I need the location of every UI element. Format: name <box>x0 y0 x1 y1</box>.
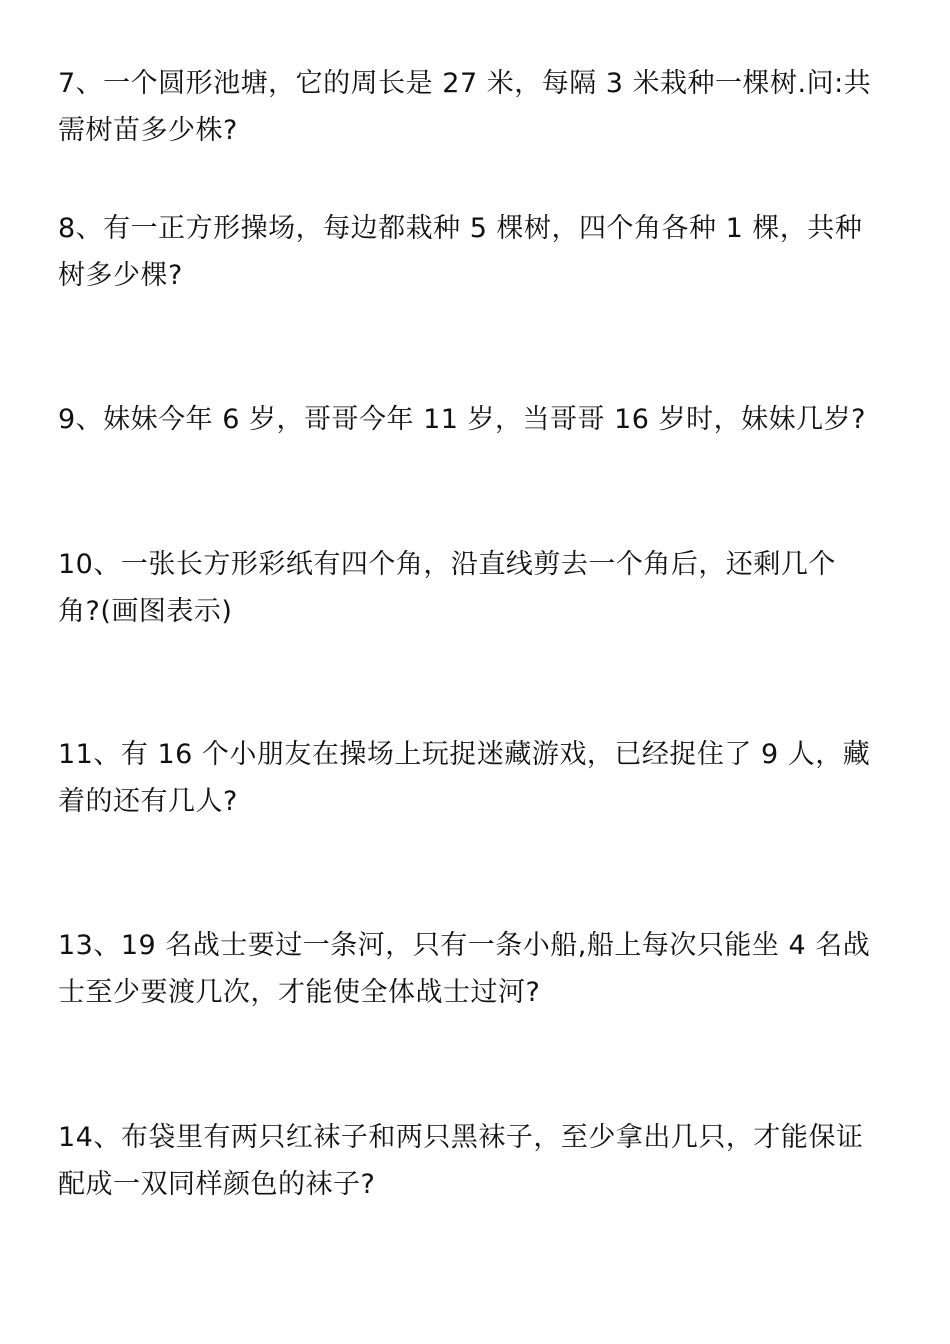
problem-8 <box>58 205 898 299</box>
problem-13-line-2: 士至少要渡几次，才能使全体战士过河? <box>58 977 541 1008</box>
problem-9 <box>58 396 898 443</box>
problem-13 <box>58 922 898 1016</box>
problem-13-line-1: 13、19 名战士要过一条河，只有一条小船,船上每次只能坐 4 名战 <box>58 930 871 961</box>
problem-7 <box>58 60 898 154</box>
problem-11-line-2: 着的还有几人? <box>58 786 238 817</box>
problem-9-line-1: 9、妹妹今年 6 岁，哥哥今年 11 岁，当哥哥 16 岁时，妹妹几岁? <box>58 404 866 435</box>
problem-14 <box>58 1114 898 1208</box>
problem-7-line-2: 需树苗多少株? <box>58 115 238 146</box>
problem-10-line-1: 10、一张长方形彩纸有四个角，沿直线剪去一个角后，还剩几个 <box>58 549 836 580</box>
problem-14-line-1: 14、布袋里有两只红袜子和两只黑袜子，至少拿出几只，才能保证 <box>58 1122 864 1153</box>
problem-11 <box>58 731 898 825</box>
problem-8-line-1: 8、有一正方形操场，每边都栽种 5 棵树，四个角各种 1 棵，共种 <box>58 213 863 244</box>
problem-8-line-2: 树多少棵? <box>58 260 183 291</box>
problem-7-line-1: 7、一个圆形池塘，它的周长是 27 米，每隔 3 米栽种一棵树.问:共 <box>58 68 872 99</box>
problem-14-line-2: 配成一双同样颜色的袜子? <box>58 1169 376 1200</box>
problem-10-line-2: 角?(画图表示) <box>58 596 233 627</box>
problem-11-line-1: 11、有 16 个小朋友在操场上玩捉迷藏游戏，已经捉住了 9 人，藏 <box>58 739 871 770</box>
problem-10 <box>58 541 898 635</box>
